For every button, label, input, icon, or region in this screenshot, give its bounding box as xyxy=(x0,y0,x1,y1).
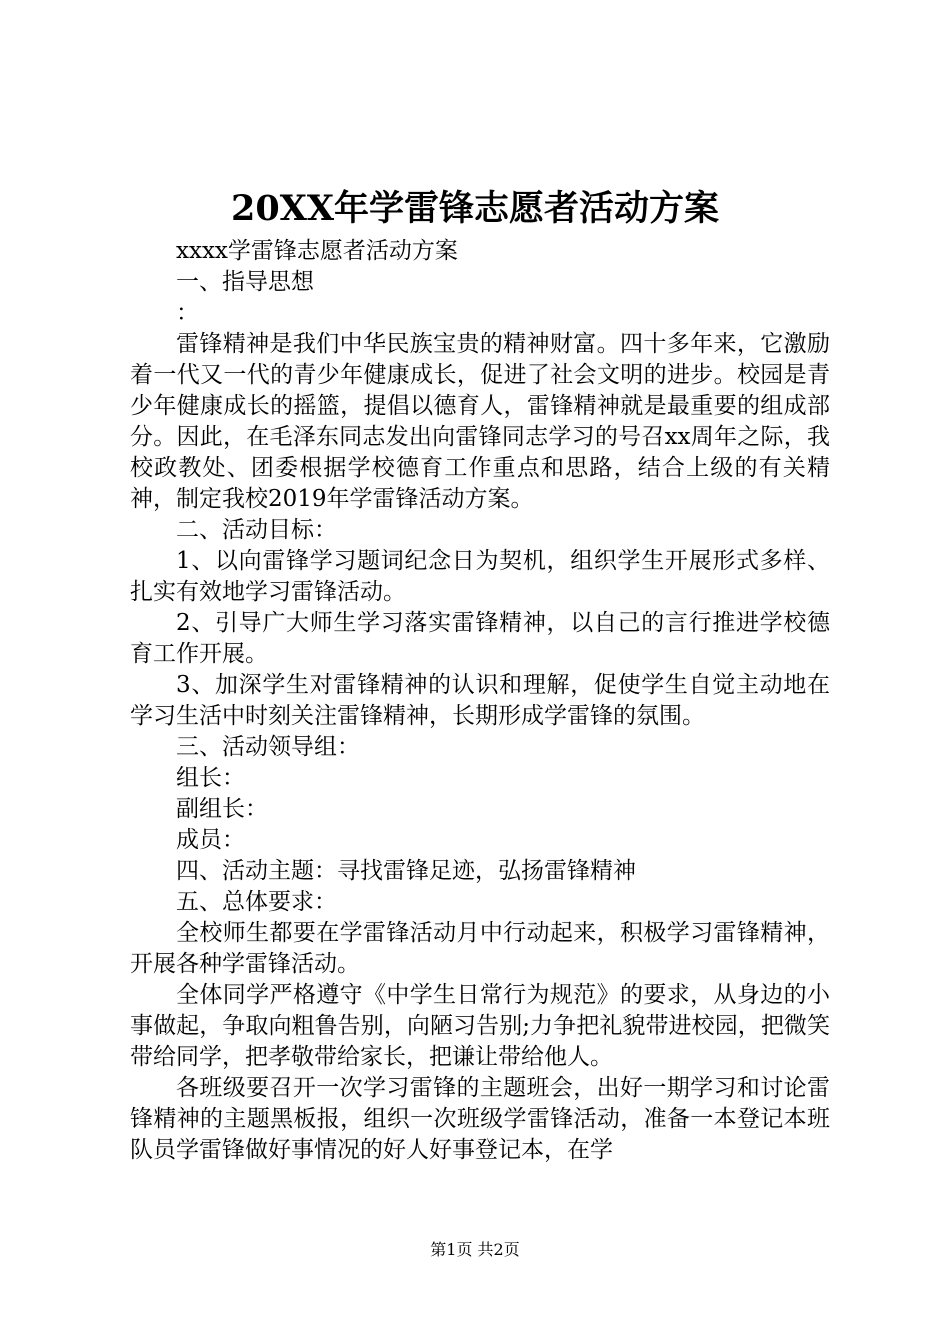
document-title: 20XX年学雷锋志愿者活动方案 xyxy=(230,188,720,229)
paragraph-goal-2: 2、引导广大师生学习落实雷锋精神，以自己的言行推进学校德育工作开展。 xyxy=(130,610,830,667)
heading-guiding-thought: 一、指导思想 xyxy=(176,269,314,295)
heading-general-requirements: 五、总体要求： xyxy=(176,889,337,915)
paragraph-subtitle: xxxx学雷锋志愿者活动方案 xyxy=(176,238,458,264)
heading-activity-goals: 二、活动目标： xyxy=(176,517,337,543)
paragraph-members: 成员： xyxy=(176,827,245,853)
paragraph-requirement-1: 全校师生都要在学雷锋活动月中行动起来，积极学习雷锋精神，开展各种学雷锋活动。 xyxy=(130,920,830,977)
paragraph-leader: 组长： xyxy=(176,765,245,791)
paragraph-intro: 雷锋精神是我们中华民族宝贵的精神财富。四十多年来，它激励着一代又一代的青少年健康成长，促进了社会文明的进步。校园是青少年健康成长的摇篮，提倡以德育人，雷锋精神就是最重要的组成部分。因此，在毛泽东同志发出向雷锋同志学习的号召xx周年之际，我校政教处、团委根据学校德育工作重点和思路，结合上级的有关精神，制定我校2019年学雷锋活动方案。 xyxy=(130,331,830,512)
heading-leadership-group: 三、活动领导组： xyxy=(176,734,360,760)
document-body xyxy=(130,236,830,1166)
page-number-footer: 第1页 共2页 xyxy=(430,1240,520,1259)
paragraph-deputy-leader: 副组长： xyxy=(176,796,268,822)
paragraph-goal-1: 1、以向雷锋学习题词纪念日为契机，组织学生开展形式多样、扎实有效地学习雷锋活动。 xyxy=(130,548,830,605)
heading-activity-theme: 四、活动主题：寻找雷锋足迹，弘扬雷锋精神 xyxy=(176,858,636,884)
paragraph-colon: ： xyxy=(176,300,199,326)
paragraph-requirement-3: 各班级要召开一次学习雷锋的主题班会，出好一期学习和讨论雷锋精神的主题黑板报，组织一次班级学雷锋活动，准备一本登记本班队员学雷锋做好事情况的好人好事登记本，在学 xyxy=(130,1075,830,1163)
paragraph-requirement-2: 全体同学严格遵守《中学生日常行为规范》的要求，从身边的小事做起，争取向粗鲁告别，向陋习告别;力争把礼貌带进校园，把微笑带给同学，把孝敬带给家长，把谦让带给他人。 xyxy=(130,982,830,1070)
paragraph-goal-3: 3、加深学生对雷锋精神的认识和理解，促使学生自觉主动地在学习生活中时刻关注雷锋精神，长期形成学雷锋的氛围。 xyxy=(130,672,830,729)
